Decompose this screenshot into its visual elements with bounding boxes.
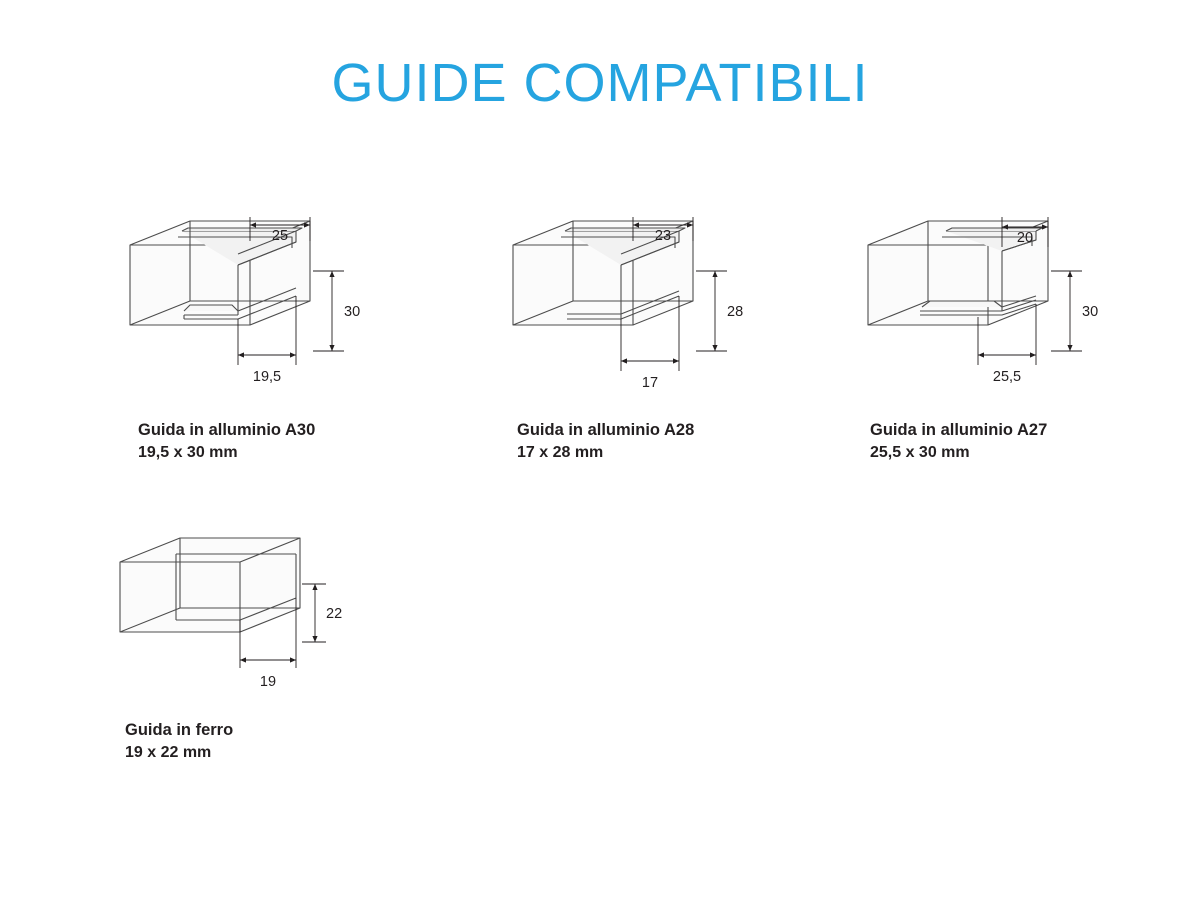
- guide-item-ferro: [110, 520, 370, 761]
- page-title: GUIDE COMPATIBILI: [331, 53, 869, 113]
- dim-bottom-a30: 19,5: [252, 369, 282, 385]
- guide-name-ferro: Guida in ferro: [125, 721, 234, 739]
- guide-drawing-a28: [505, 215, 765, 405]
- guide-name-a30: Guida in alluminio A30: [138, 421, 316, 439]
- dim-top-a28: 23: [654, 228, 672, 244]
- dim-right-ferro: 22: [326, 606, 343, 622]
- dim-right-a28: 28: [727, 304, 744, 320]
- guide-caption-a27: [870, 420, 1200, 463]
- guide-name-a28: Guida in alluminio A28: [517, 421, 695, 439]
- guide-drawing-ferro: [110, 520, 370, 710]
- guide-caption-a28: [517, 420, 877, 463]
- guide-item-a28: [505, 215, 765, 461]
- dim-top-a30: 25: [271, 228, 289, 244]
- dim-bottom-a28: 17: [641, 375, 659, 391]
- guide-size-a27: 25,5 x 30 mm: [870, 444, 970, 461]
- dim-top-a27: 20: [1016, 230, 1034, 246]
- guide-drawing-a30: [120, 215, 380, 405]
- guide-item-a27: [860, 215, 1120, 461]
- dim-right-a27: 30: [1082, 304, 1099, 320]
- guide-size-a30: 19,5 x 30 mm: [138, 444, 238, 461]
- guide-caption-ferro: [125, 720, 485, 763]
- guide-name-a27: Guida in alluminio A27: [870, 421, 1048, 439]
- guide-caption-a30: [138, 420, 498, 463]
- dim-bottom-a27: 25,5: [992, 369, 1022, 385]
- guide-drawing-a27: [860, 215, 1120, 405]
- guide-size-ferro: 19 x 22 mm: [125, 744, 212, 761]
- dim-right-a30: 30: [344, 304, 361, 320]
- guide-size-a28: 17 x 28 mm: [517, 444, 604, 461]
- guide-item-a30: [120, 215, 380, 461]
- dim-bottom-ferro: 19: [259, 674, 277, 690]
